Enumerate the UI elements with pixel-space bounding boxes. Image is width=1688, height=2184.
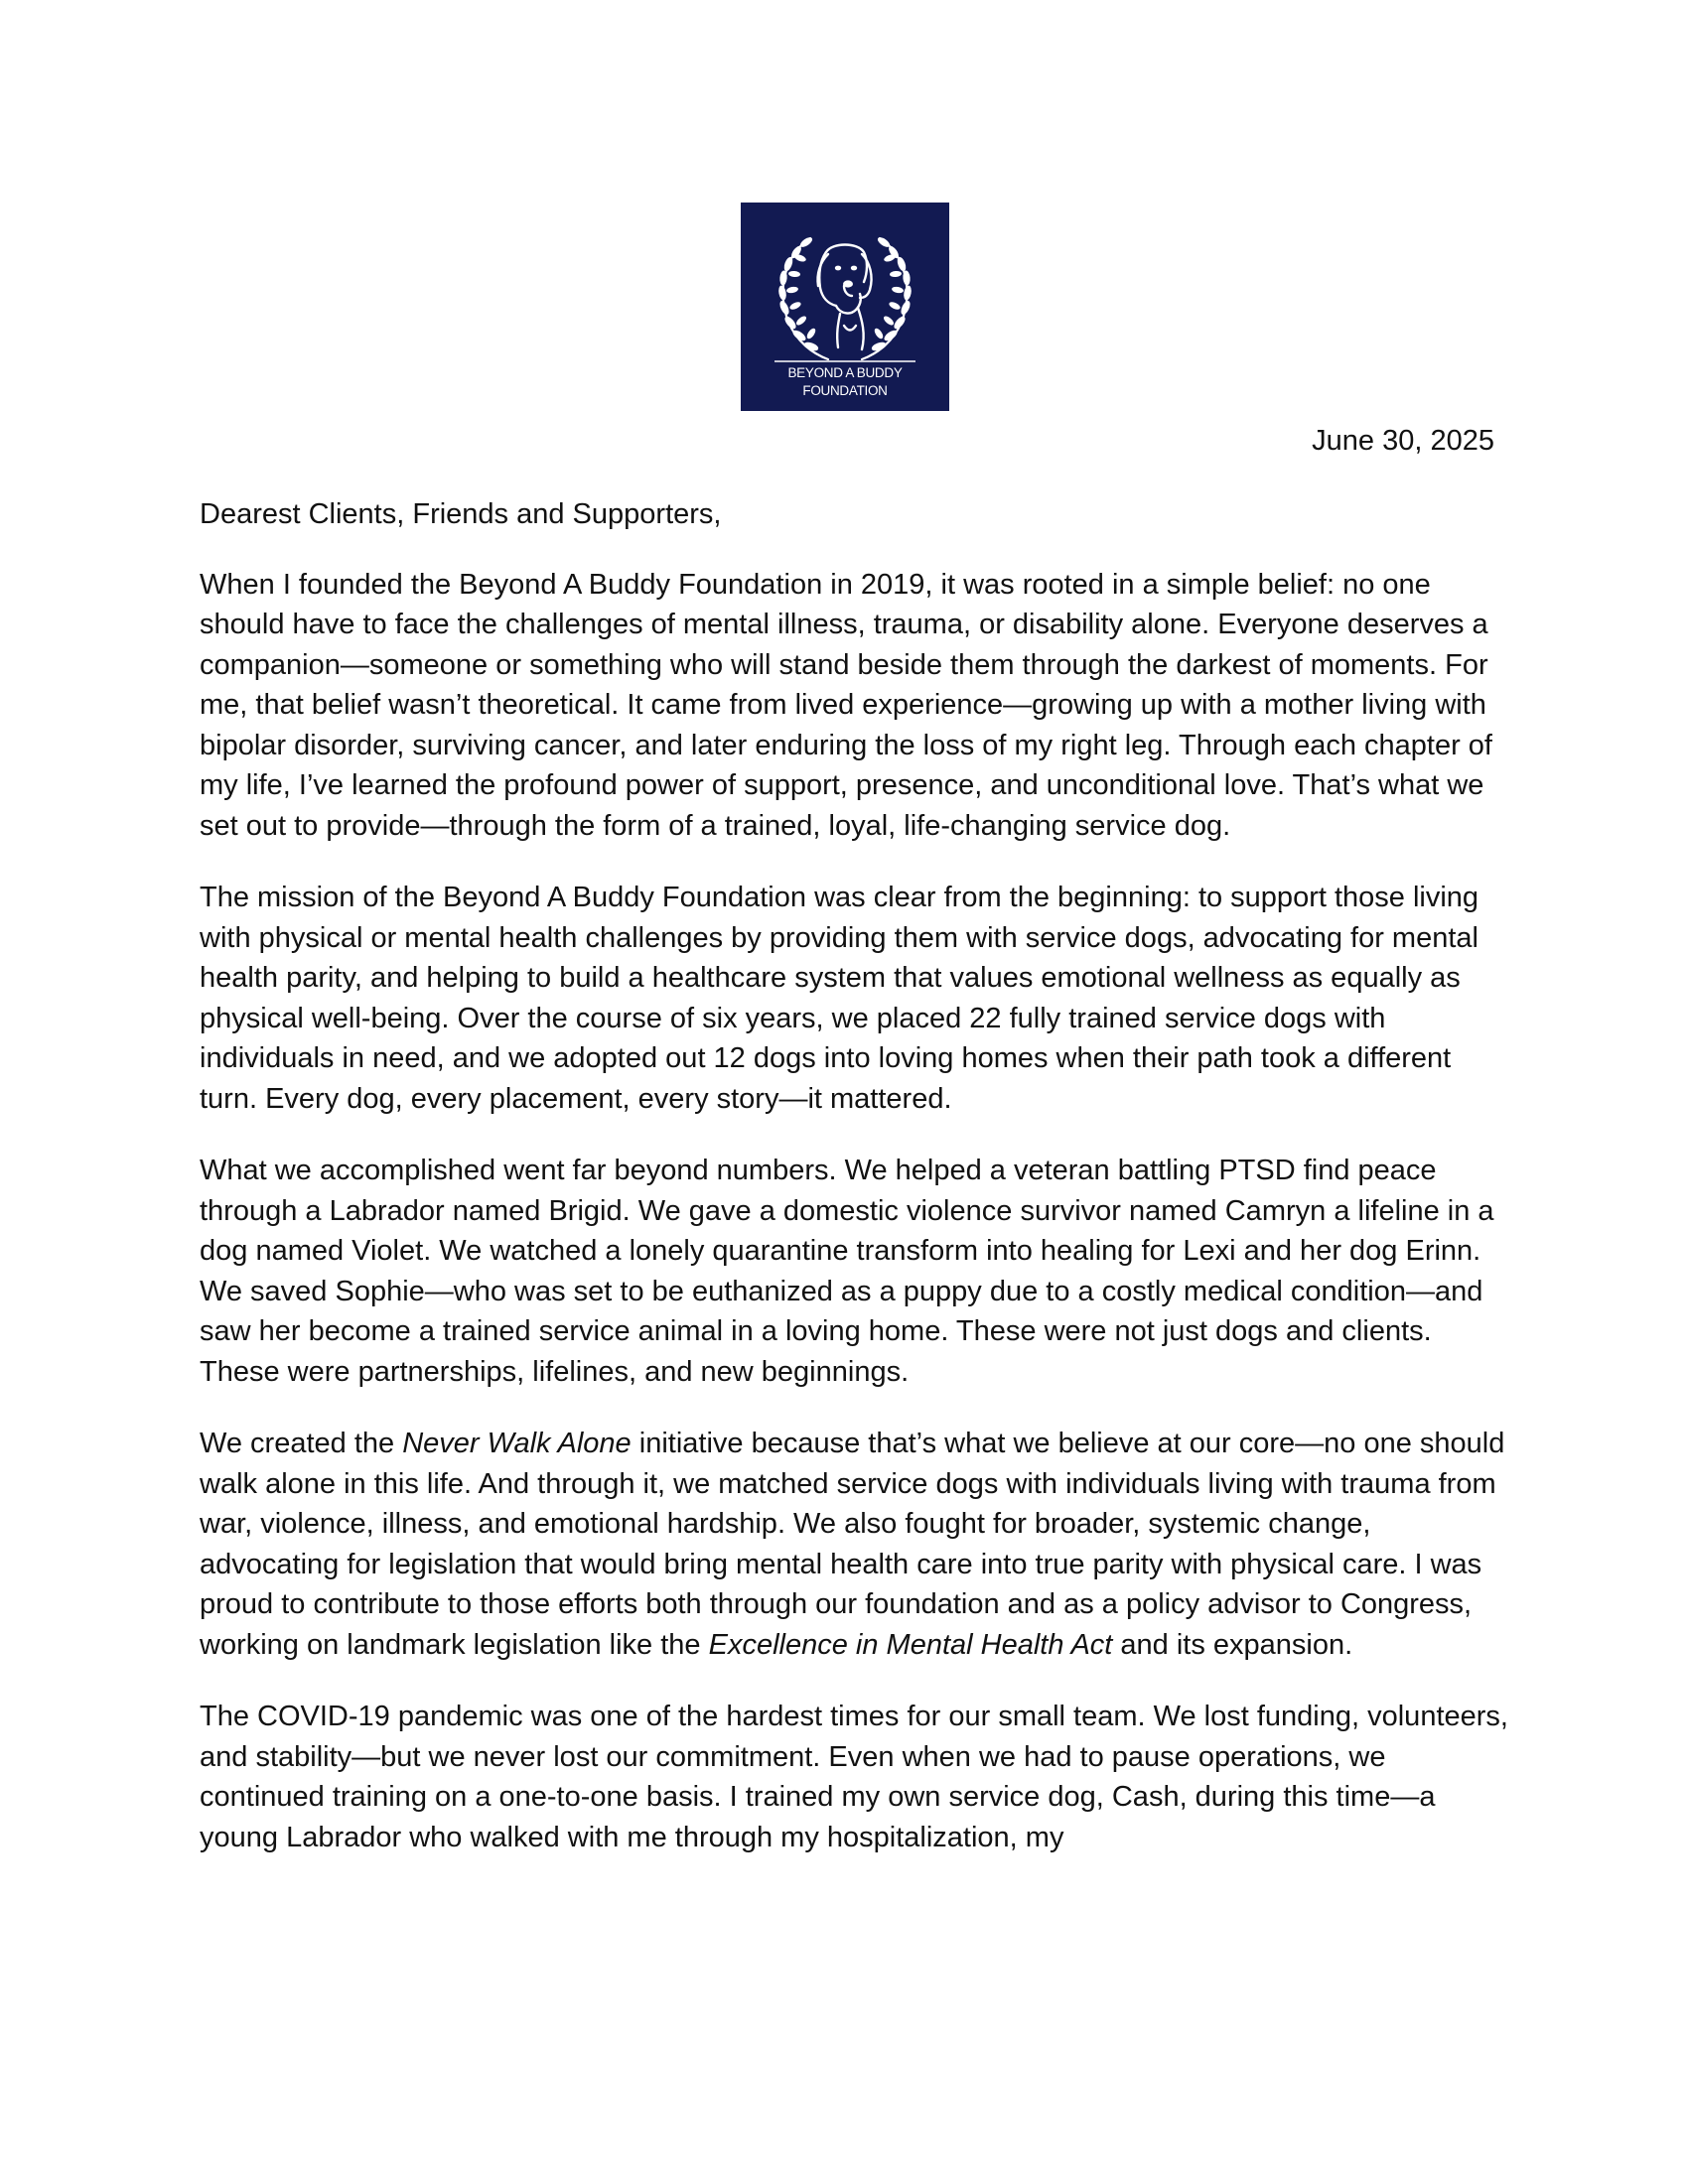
letter-paragraph-accomplishments: What we accomplished went far beyond numbers. We helped a veteran battling PTSD find peace through a Labrador named Brigid. We gave a domestic violence survivor named Camryn a lifeline in a dog named Violet. We watched a lonely quarantine transform into healing for Lexi and her dog Erinn. We saved Sophie—who was set to be euthanized as a puppy due to a costly medical condition—and saw her become a trained service animal in a loving home. These were not just dogs and clients. These were partnerships, lifelines, and new beginnings. — [200, 1155, 1494, 1388]
logo-name-line1: BEYOND A BUDDY — [787, 365, 903, 380]
paragraph-text: initiative because that’s what we believe at our core—no one should walk alone in this life. And through it, we matched service dogs with individuals living with trauma from war, violence, illness, and emotional hardship. We also fought for broader, systemic change, advocating for legislation that would bring mental health care into true parity with physical care. I was proud to contribute to those efforts both through our foundation and as a policy advisor to Congress, working on landmark legislation like the — [200, 1428, 1505, 1661]
paragraph-text: and its expansion. — [1112, 1628, 1353, 1661]
letter-paragraph-never-walk-alone — [200, 1424, 1510, 1665]
letter-paragraph-covid: The COVID-19 pandemic was one of the hardest times for our small team. We lost funding, volunteers, and stability—but we never lost our commitment. Even when we had to pause operations, we continued training on a one-to-one basis. I trained my own service dog, Cash, during this time—a young Labrador who walked with me through my hospitalization, my — [200, 1701, 1508, 1853]
letter-paragraph-mission: The mission of the Beyond A Buddy Foundation was clear from the beginning: to support those living with physical or mental health challenges by providing them with service dogs, advocating for mental health parity, and helping to build a healthcare system that values emotional wellness as equally as physical well-being. Over the course of six years, we placed 22 fully trained service dogs with individuals in need, and we adopted out 12 dogs into loving homes when their path took a different turn. Every dog, every placement, every story—it mattered. — [200, 882, 1479, 1115]
initiative-name: Never Walk Alone — [402, 1428, 632, 1459]
legislation-name: Excellence in Mental Health Act — [708, 1628, 1113, 1661]
paragraph-text: We created the — [200, 1428, 403, 1459]
letter-salutation: Dearest Clients, Friends and Supporters, — [200, 498, 722, 530]
letter-body — [200, 494, 1510, 1889]
letter-paragraph-founding: When I founded the Beyond A Buddy Foundation in 2019, it was rooted in a simple belief: no one should have to face the challenges of mental illness, trauma, or disability alone. Everyone deserves a companion—someone or something who will stand beside them through the darkest of moments. For me, that belief wasn’t theoretical. It came from lived experience—growing up with a mother living with bipolar disorder, surviving cancer, and later enduring the loss of my right leg. Through each chapter of my life, I’ve learned the profound power of support, presence, and unconditional love. That’s what we set out to provide—through the form of a trained, loyal, life-changing service dog. — [200, 568, 1492, 842]
logo-name-line2: FOUNDATION — [802, 383, 888, 398]
dog-in-laurel-wreath-icon — [741, 203, 949, 411]
letter-date: June 30, 2025 — [1312, 425, 1494, 457]
foundation-logo — [741, 203, 949, 411]
